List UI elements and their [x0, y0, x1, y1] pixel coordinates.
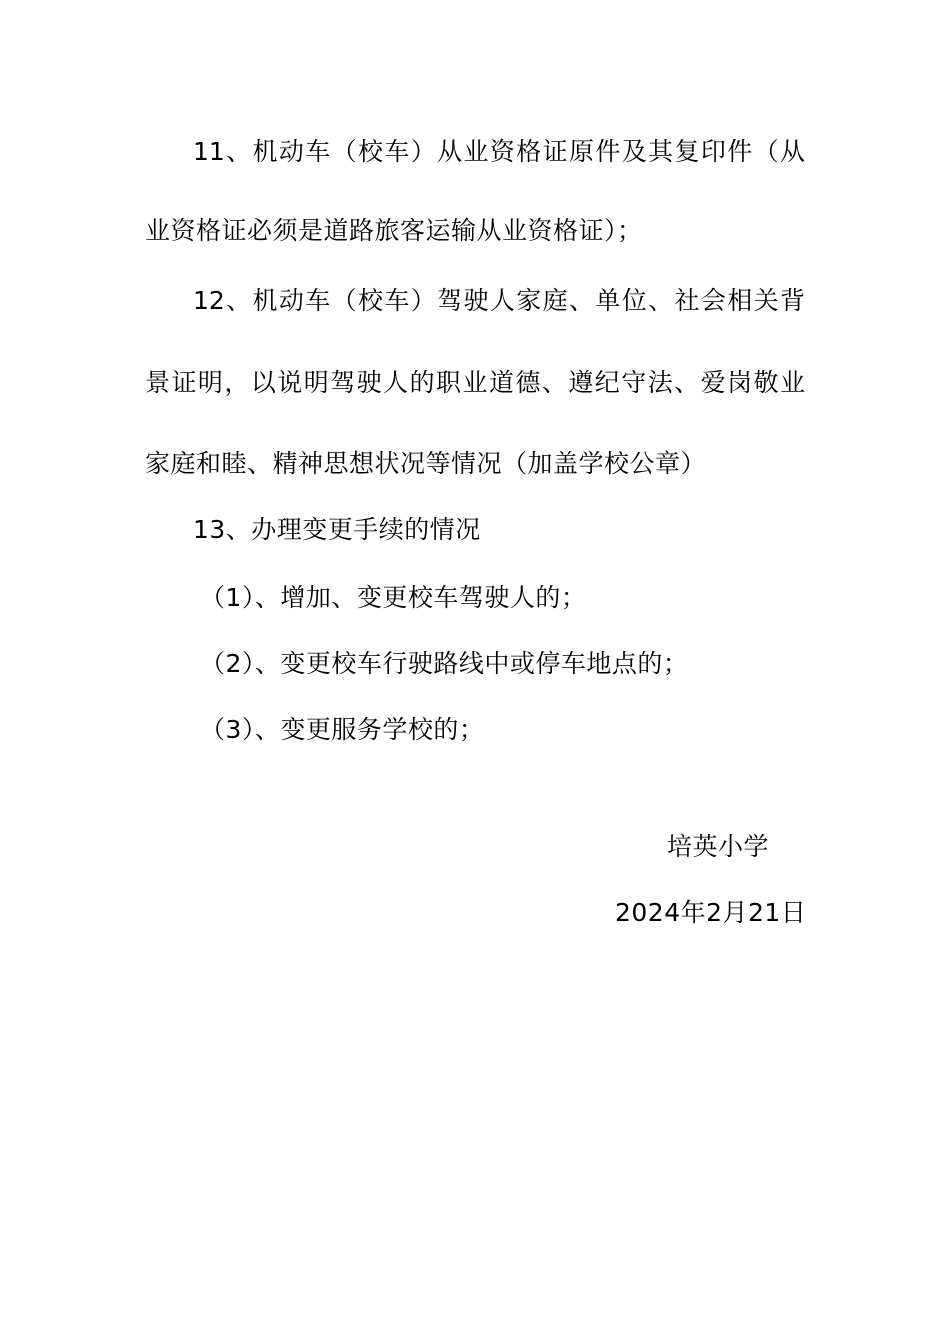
signature-organization: 培英小学	[667, 832, 770, 861]
item-12-line-3: 家庭和睦、精神思想状况等情况（加盖学校公章）	[145, 449, 707, 478]
item-13-heading: 13、办理变更手续的情况	[193, 515, 481, 544]
item-13-sub-1: （1）、增加、变更校车驾驶人的；	[200, 583, 587, 612]
item-12-line-1: 12、机动车（校车）驾驶人家庭、单位、社会相关背	[193, 286, 805, 315]
signature-date: 2024年2月21日	[615, 898, 807, 927]
item-11-line-1: 11、机动车（校车）从业资格证原件及其复印件（从	[193, 137, 805, 166]
item-13-sub-3: （3）、变更服务学校的；	[200, 715, 485, 744]
item-11-line-2: 业资格证必须是道路旅客运输从业资格证）；	[145, 216, 643, 245]
item-13-sub-2: （2）、变更校车行驶路线中或停车地点的；	[200, 649, 689, 678]
item-12-line-2: 景证明，以说明驾驶人的职业道德、遵纪守法、爱岗敬业	[145, 368, 805, 397]
